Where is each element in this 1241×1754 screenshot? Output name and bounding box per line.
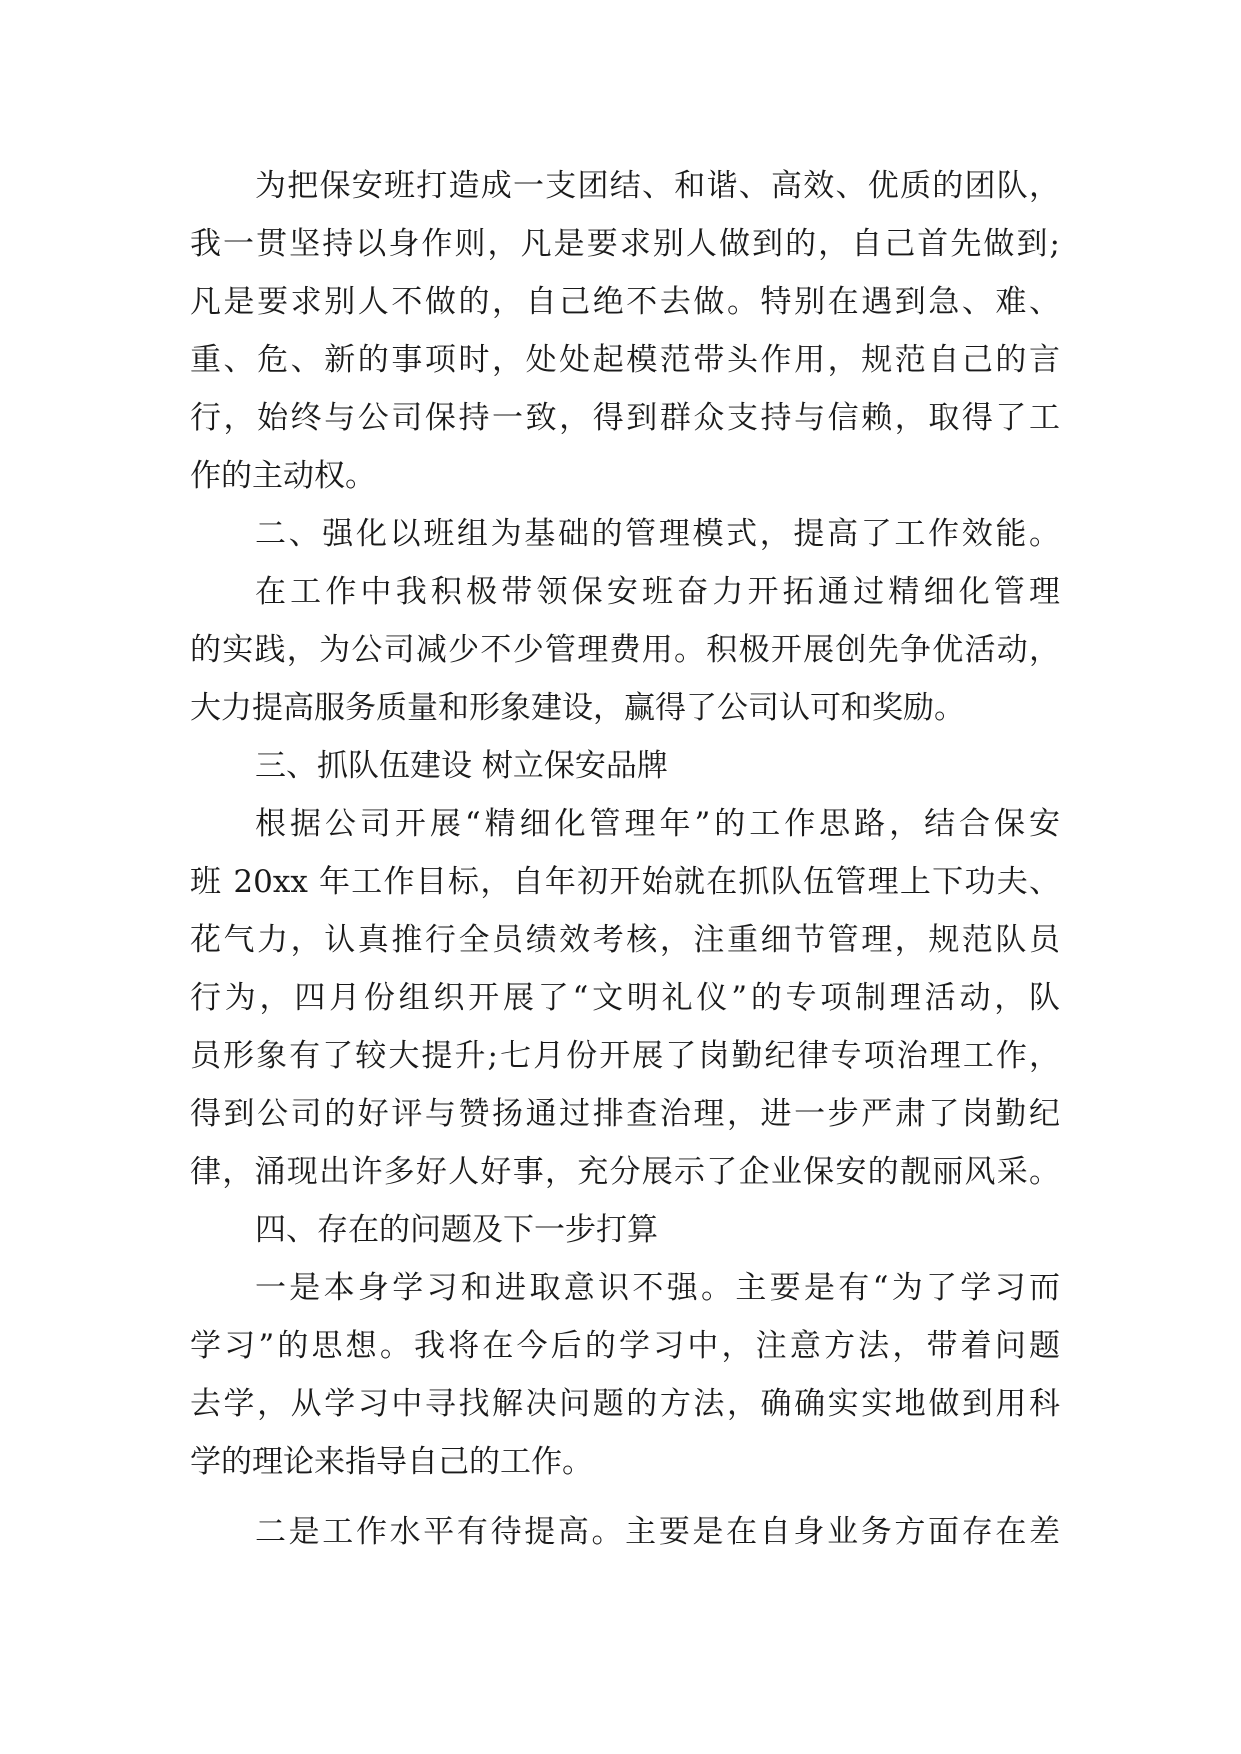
text-line: 一是本身学习和进取意识不强。主要是有“为了学习而 xyxy=(255,1270,1060,1306)
section-heading: 三、抓队伍建设 树立保安品牌 xyxy=(255,748,668,784)
text-line: 行为，四月份组织开展了“文明礼仪”的专项制理活动，队 xyxy=(190,980,1060,1016)
text-line: 行，始终与公司保持一致，得到群众支持与信赖，取得了工 xyxy=(190,400,1060,436)
text-line: 学习”的思想。我将在今后的学习中，注意方法，带着问题 xyxy=(190,1328,1060,1364)
text-line: 重、危、新的事项时，处处起模范带头作用，规范自己的言 xyxy=(190,342,1060,378)
text-line: 员形象有了较大提升;七月份开展了岗勤纪律专项治理工作， xyxy=(190,1038,1060,1074)
section-heading: 二、强化以班组为基础的管理模式，提高了工作效能。 xyxy=(255,516,1060,552)
text-line: 的实践，为公司减少不少管理费用。积极开展创先争优活动， xyxy=(190,632,1060,668)
text-line: 凡是要求别人不做的，自己绝不去做。特别在遇到急、难、 xyxy=(190,284,1060,320)
text-line: 得到公司的好评与赞扬通过排查治理，进一步严肃了岗勤纪 xyxy=(190,1096,1060,1132)
text-line: 二是工作水平有待提高。主要是在自身业务方面存在差 xyxy=(255,1514,1060,1550)
text-line: 为把保安班打造成一支团结、和谐、高效、优质的团队， xyxy=(255,168,1060,204)
text-line: 大力提高服务质量和形象建设，赢得了公司认可和奖励。 xyxy=(190,690,965,726)
section-heading: 四、存在的问题及下一步打算 xyxy=(255,1212,658,1248)
text-line: 根据公司开展“精细化管理年”的工作思路，结合保安 xyxy=(255,806,1060,842)
text-line: 花气力，认真推行全员绩效考核，注重细节管理，规范队员 xyxy=(190,922,1060,958)
text-line: 我一贯坚持以身作则，凡是要求别人做到的，自己首先做到; xyxy=(190,226,1060,262)
text-line: 作的主动权。 xyxy=(190,458,376,494)
text-line: 班 20xx 年工作目标，自年初开始就在抓队伍管理上下功夫、 xyxy=(190,864,1060,900)
text-line: 在工作中我积极带领保安班奋力开拓通过精细化管理 xyxy=(255,574,1060,610)
text-line: 律，涌现出许多好人好事，充分展示了企业保安的靓丽风采。 xyxy=(190,1154,1060,1190)
text-line: 学的理论来指导自己的工作。 xyxy=(190,1444,593,1480)
text-line: 去学，从学习中寻找解决问题的方法，确确实实地做到用科 xyxy=(190,1386,1060,1422)
